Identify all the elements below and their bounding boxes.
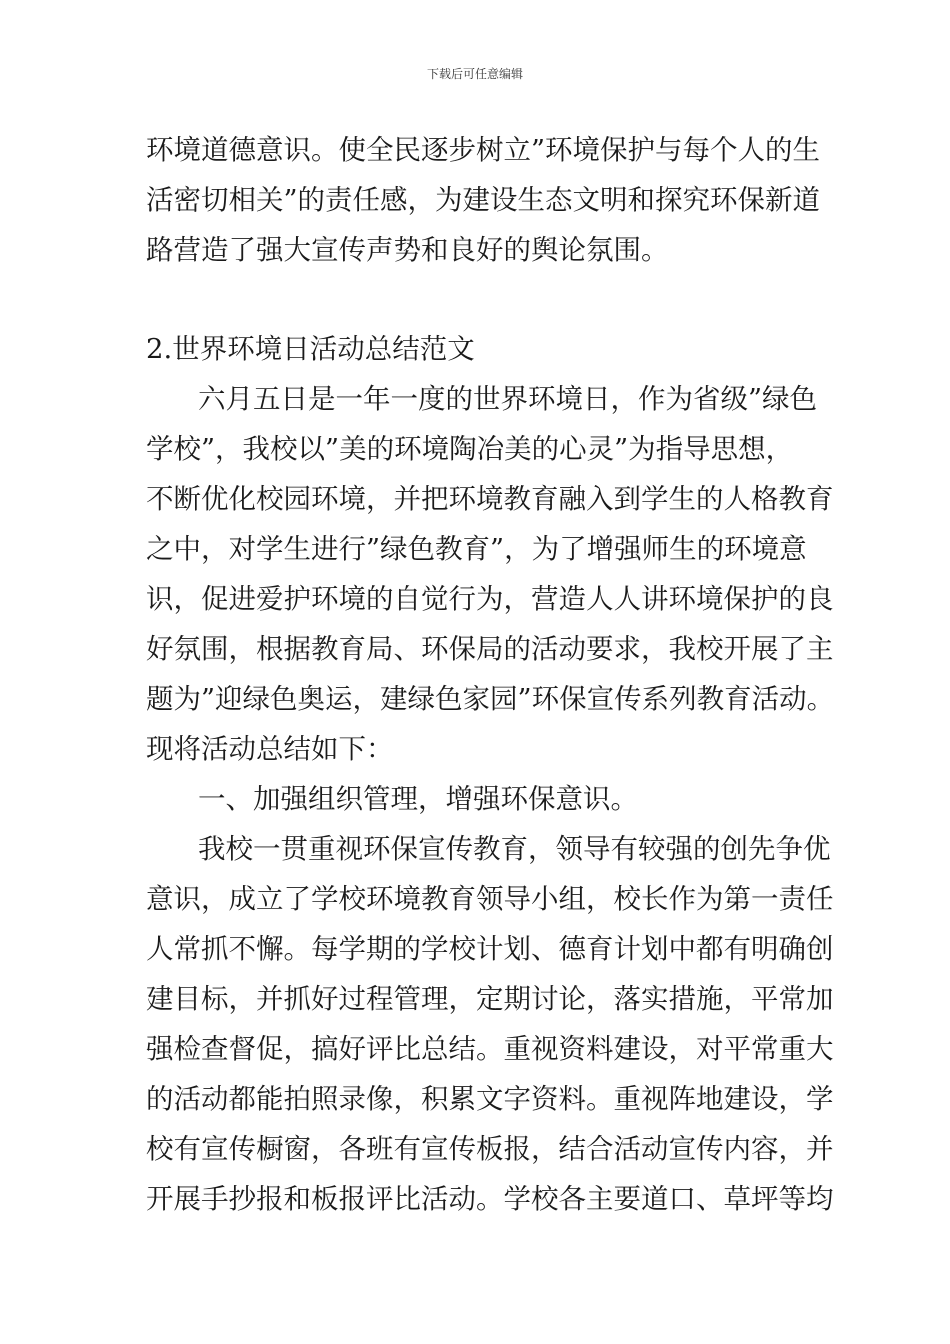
text-line: 环境道德意识。使全民逐步树立”环境保护与每个人的生: [146, 134, 821, 166]
text-line: 现将活动总结如下：: [146, 733, 394, 765]
text-line: 之中，对学生进行”绿色教育”，为了增强师生的环境意: [146, 533, 807, 565]
text-line: 六月五日是一年一度的世界环境日，作为省级”绿色: [198, 383, 818, 415]
section-heading: 2.世界环境日活动总结范文: [146, 333, 475, 365]
text-line: 识，促进爱护环境的自觉行为，营造人人讲环境保护的良: [146, 583, 834, 615]
text-line: 路营造了强大宣传声势和良好的舆论氛围。: [146, 234, 669, 266]
text-line: 不断优化校园环境，并把环境教育融入到学生的人格教育: [146, 483, 834, 515]
text-line: 意识，成立了学校环境教育领导小组，校长作为第一责任: [146, 883, 834, 915]
text-line: 开展手抄报和板报评比活动。学校各主要道口、草坪等均: [146, 1183, 834, 1215]
text-line: 校有宣传橱窗，各班有宣传板报，结合活动宣传内容，并: [146, 1133, 834, 1165]
text-line: 我校一贯重视环保宣传教育，领导有较强的创先争优: [198, 833, 831, 865]
text-line: 的活动都能拍照录像，积累文字资料。重视阵地建设，学: [146, 1083, 834, 1115]
subheading: 一、加强组织管理，增强环保意识。: [198, 783, 638, 815]
page-header: 下载后可任意编辑: [426, 67, 523, 81]
text-line: 好氛围，根据教育局、环保局的活动要求，我校开展了主: [146, 633, 834, 665]
text-line: 活密切相关”的责任感，为建设生态文明和探究环保新道: [146, 184, 821, 216]
text-line: 强检查督促，搞好评比总结。重视资料建设，对平常重大: [146, 1033, 834, 1065]
text-line: 人常抓不懈。每学期的学校计划、德育计划中都有明确创: [146, 933, 834, 965]
text-line: 建目标，并抓好过程管理，定期讨论，落实措施，平常加: [146, 983, 834, 1015]
text-line: 题为”迎绿色奥运，建绿色家园”环保宣传系列教育活动。: [146, 683, 835, 715]
text-line: 学校”，我校以”美的环境陶冶美的心灵”为指导思想，: [146, 433, 794, 465]
